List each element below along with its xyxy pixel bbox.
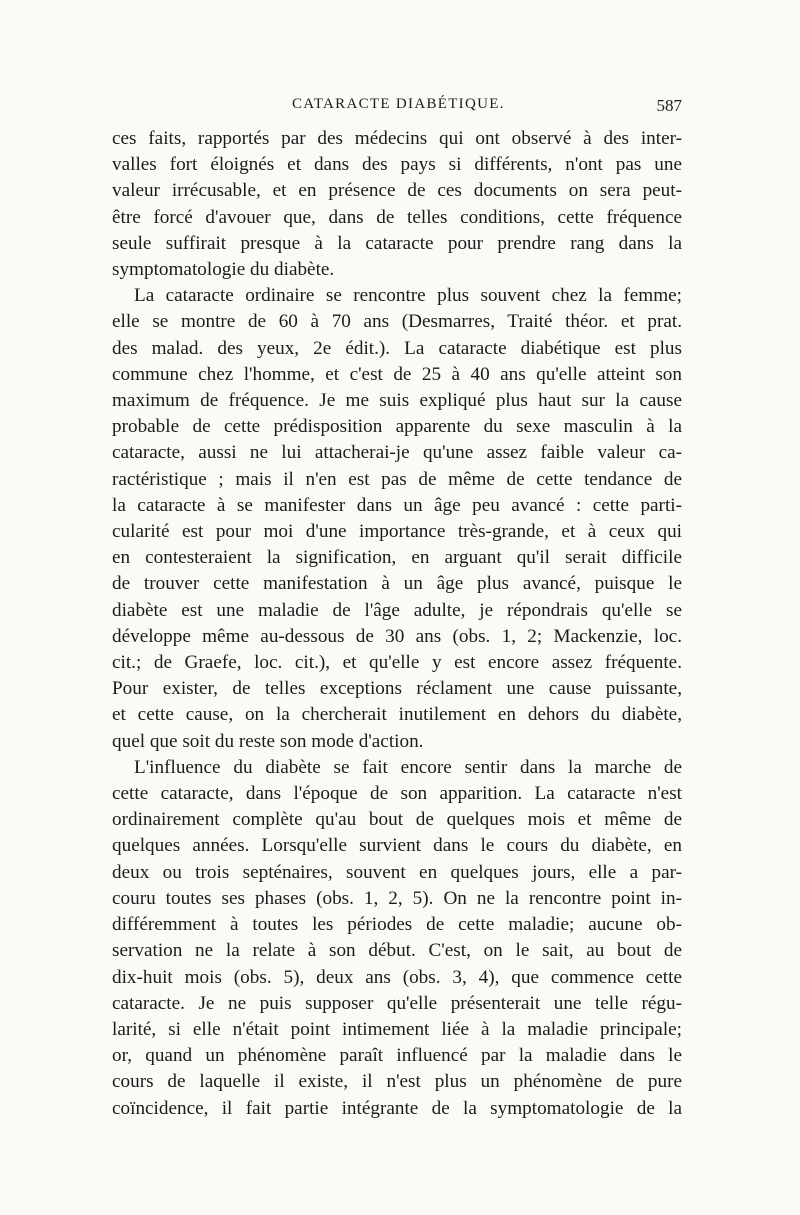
page-header [112, 96, 682, 120]
text-line: valles fort éloignés et dans des pays si différents, n'ont pas une [112, 154, 682, 176]
text-line: en contesteraient la signification, en arguant qu'il serait difficile [112, 547, 682, 569]
text-line: larité, si elle n'était point intimement liée à la maladie principale; [112, 1018, 682, 1040]
text-line: dix-huit mois (obs. 5), deux ans (obs. 3, 4), que commence cette [112, 966, 682, 988]
text-line: cit.; de Graefe, loc. cit.), et qu'elle y est encore assez fréquente. [112, 652, 682, 674]
text-line: cataracte. Je ne puis supposer qu'elle présenterait une telle régu- [112, 992, 682, 1014]
body-text [112, 126, 682, 1122]
text-line: diabète est une maladie de l'âge adulte, je répondrais qu'elle se [112, 599, 682, 621]
text-line: commune chez l'homme, et c'est de 25 à 40 ans qu'elle atteint son [112, 363, 682, 385]
text-line: être forcé d'avouer que, dans de telles conditions, cette fréquence [112, 206, 682, 228]
text-line: quelques années. Lorsqu'elle survient dans le cours du diabète, en [112, 835, 682, 857]
text-line: cataracte, aussi ne lui attacherai-je qu'une assez faible valeur ca- [112, 442, 682, 464]
text-line: couru toutes ses phases (obs. 1, 2, 5). On ne la rencontre point in- [112, 887, 682, 909]
text-line: et cette cause, on la chercherait inutilement en dehors du diabète, [112, 704, 682, 726]
text-line: ordinairement complète qu'au bout de quelques mois et même de [112, 809, 682, 831]
text-line: L'influence du diabète se fait encore sentir dans la marche de [134, 756, 682, 778]
text-line: seule suffirait presque à la cataracte pour prendre rang dans la [112, 232, 682, 254]
text-line: or, quand un phénomène paraît influencé par la maladie dans le [112, 1045, 682, 1067]
text-line: cette cataracte, dans l'époque de son apparition. La cataracte n'est [112, 783, 682, 805]
text-line: de trouver cette manifestation à un âge plus avancé, puisque le [112, 573, 682, 595]
running-title: CATARACTE DIABÉTIQUE. [292, 96, 505, 112]
text-line: quel que soit du reste son mode d'action. [112, 730, 424, 752]
text-line: ractéristique ; mais il n'en est pas de même de cette tendance de [112, 468, 682, 490]
text-line: cours de laquelle il existe, il n'est plus un phénomène de pure [112, 1071, 682, 1093]
text-line: cularité est pour moi d'une importance très-grande, et à ceux qui [112, 521, 682, 543]
text-line: Pour exister, de telles exceptions réclament une cause puissante, [112, 678, 682, 700]
text-line: coïncidence, il fait partie intégrante de la symptomatologie de la [112, 1097, 682, 1119]
text-line: valeur irrécusable, et en présence de ces documents on sera peut- [112, 180, 682, 202]
text-line: elle se montre de 60 à 70 ans (Desmarres, Traité théor. et prat. [112, 311, 682, 333]
text-line: La cataracte ordinaire se rencontre plus souvent chez la femme; [134, 285, 682, 307]
text-line: différemment à toutes les périodes de cette maladie; aucune ob- [112, 914, 682, 936]
page-number: 587 [656, 96, 682, 115]
text-line: probable de cette prédisposition apparente du sexe masculin à la [112, 416, 682, 438]
text-line: symptomatologie du diabète. [112, 259, 335, 281]
text-line: la cataracte à se manifester dans un âge peu avancé : cette parti- [112, 494, 682, 516]
text-line: servation ne la relate à son début. C'est, on le sait, au bout de [112, 940, 682, 962]
text-line: maximum de fréquence. Je me suis expliqué plus haut sur la cause [112, 390, 682, 412]
text-line: des malad. des yeux, 2e édit.). La cataracte diabétique est plus [112, 337, 682, 359]
text-line: ces faits, rapportés par des médecins qui ont observé à des inter- [112, 128, 682, 149]
text-line: deux ou trois septénaires, souvent en quelques jours, elle a par- [112, 861, 682, 883]
text-line: développe même au-dessous de 30 ans (obs. 1, 2; Mackenzie, loc. [112, 625, 682, 647]
